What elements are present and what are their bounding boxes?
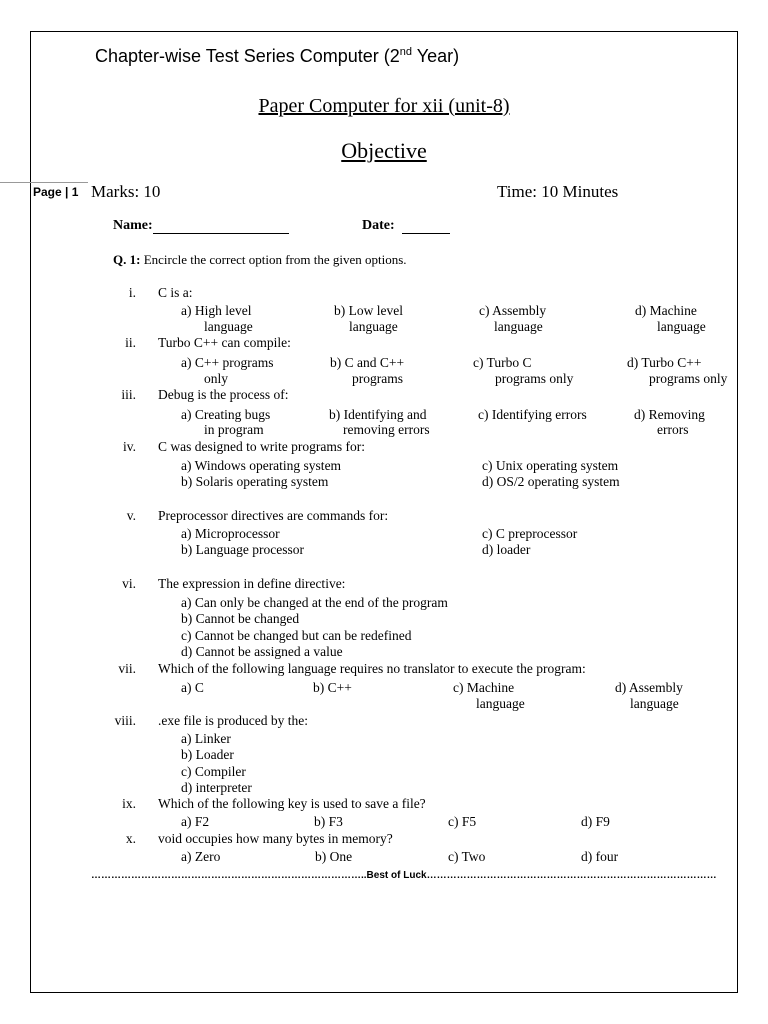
option: in program	[204, 422, 264, 437]
page-label: Page | 1	[33, 185, 79, 199]
option: b) Low level	[334, 303, 403, 318]
option: c) Compiler	[181, 764, 246, 779]
option: d) interpreter	[181, 780, 252, 795]
option: b) One	[315, 849, 353, 864]
option: d) Turbo C++	[627, 355, 702, 370]
option: a) Zero	[181, 849, 221, 864]
option: d) Removing	[634, 407, 705, 422]
question-text: Preprocessor directives are commands for:	[158, 508, 389, 523]
option: c) C preprocessor	[482, 526, 578, 541]
option: d) Assembly	[615, 680, 683, 695]
option: d) Machine	[635, 303, 697, 318]
option: a) Microprocessor	[181, 526, 280, 541]
series-header: Chapter-wise Test Series Computer (2nd Year)	[95, 46, 460, 66]
question-text: C is a:	[158, 285, 193, 300]
option: a) Can only be changed at the end of the program	[181, 595, 448, 610]
option: b) C++	[313, 680, 352, 695]
option: b) Identifying and	[329, 407, 427, 422]
marks: Marks: 10	[91, 182, 161, 201]
option: d) F9	[581, 814, 610, 829]
option: errors	[657, 422, 689, 437]
option: a) C	[181, 680, 204, 695]
question-number: i.	[128, 285, 136, 300]
question-text: The expression in define directive:	[158, 576, 346, 591]
option: programs	[352, 371, 403, 386]
option: b) F3	[314, 814, 343, 829]
option: d) Cannot be assigned a value	[181, 644, 343, 659]
option: language	[494, 319, 543, 334]
option: b) Cannot be changed	[181, 611, 300, 626]
question-number: iv.	[123, 439, 136, 454]
option: language	[204, 319, 253, 334]
question-text: Turbo C++ can compile:	[158, 335, 291, 350]
question-text: Which of the following language requires no translator to execute the program:	[158, 661, 586, 676]
option: a) Windows operating system	[181, 458, 342, 473]
option: b) Solaris operating system	[181, 474, 329, 489]
best-of-luck-footer: ………………………………………………………………………..Best of Luck……………………………………………………………………………	[91, 870, 717, 881]
question-text: .exe file is produced by the:	[158, 713, 308, 728]
paper-title: Paper Computer for xii (unit-8)	[258, 95, 510, 117]
question-text: void occupies how many bytes in memory?	[158, 831, 393, 846]
option: language	[657, 319, 706, 334]
option: a) Creating bugs	[181, 407, 271, 422]
question-number: iii.	[121, 387, 136, 402]
option: a) Linker	[181, 731, 231, 746]
name-field: Name:	[113, 218, 289, 234]
option: c) F5	[448, 814, 477, 829]
option: language	[630, 696, 679, 711]
option: removing errors	[343, 422, 430, 437]
question-text: Which of the following key is used to save a file?	[158, 796, 426, 811]
option: c) Unix operating system	[482, 458, 619, 473]
option: a) High level	[181, 303, 252, 318]
option: c) Machine	[453, 680, 515, 695]
paper-subtitle: Objective	[341, 138, 427, 163]
option: d) four	[581, 849, 619, 864]
question-number: ix.	[122, 796, 136, 811]
option: b) Loader	[181, 747, 234, 762]
option: programs only	[495, 371, 574, 386]
question-number: v.	[126, 508, 136, 523]
option: c) Two	[448, 849, 486, 864]
question-number: viii.	[114, 713, 136, 728]
question-number: vii.	[118, 661, 136, 676]
option: only	[204, 371, 229, 386]
question-number: vi.	[122, 576, 136, 591]
question-1-instruction: Q. 1: Encircle the correct option from the given options.	[113, 252, 407, 267]
option: c) Identifying errors	[478, 407, 587, 422]
option: a) F2	[181, 814, 210, 829]
option: d) loader	[482, 542, 531, 557]
option: b) Language processor	[181, 542, 304, 557]
option: d) OS/2 operating system	[482, 474, 620, 489]
question-number: x.	[125, 831, 136, 846]
option: c) Assembly	[479, 303, 547, 318]
option: programs only	[649, 371, 728, 386]
page-rule	[0, 182, 88, 183]
option: language	[476, 696, 525, 711]
option: b) C and C++	[330, 355, 405, 370]
time: Time: 10 Minutes	[497, 182, 619, 201]
question-text: C was designed to write programs for:	[158, 439, 365, 454]
option: c) Turbo C	[473, 355, 532, 370]
question-number: ii.	[125, 335, 136, 350]
date-field: Date:	[362, 218, 450, 234]
option: c) Cannot be changed but can be redefined	[181, 628, 412, 643]
option: a) C++ programs	[181, 355, 274, 370]
question-text: Debug is the process of:	[158, 387, 289, 402]
option: language	[349, 319, 398, 334]
